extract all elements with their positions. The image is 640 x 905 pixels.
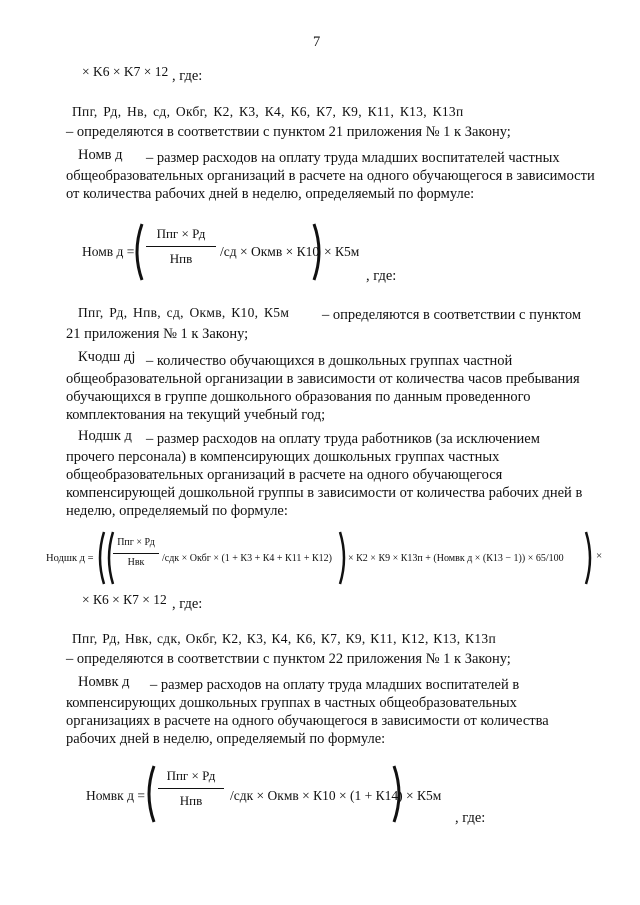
formula-omv-denominator: Нпв <box>169 251 193 266</box>
symbol-list-3: Ппг, Рд, Нвк, сдк, Окбг, К2, К3, К4, К6, К7, К9, К11, К12, К13, К13п <box>72 631 496 646</box>
para-omvk-line4: рабочих дней в неделю, определяемый по формуле: <box>66 731 386 747</box>
symbol-list-2-desc-cont: 21 приложения № 1 к Закону; <box>66 326 249 342</box>
formula-omvk-tail: × К5м <box>406 788 442 803</box>
formula-odshk-mid: /сдк × Окбг × (1 + К3 + К4 + К11 + К12) <box>162 553 332 564</box>
formula-omvk-lhs: Номвк д = <box>86 788 145 803</box>
para-kchodsh-line2: общеобразовательной организации в зависимости от количества часов пребывания <box>66 371 580 387</box>
right-paren-icon <box>584 530 594 586</box>
formula-omvk-denominator: Нпв <box>179 793 203 808</box>
formula-odshk-lhs: Нодшк д = <box>46 553 94 564</box>
para-odshk-line2: прочего персонала) в компенсирующих дошкольных группах частных <box>66 449 500 465</box>
fraction-bar <box>146 246 216 247</box>
right-paren-icon <box>392 764 404 824</box>
para-omv-line1: – размер расходов на оплату труда младших воспитателей частных <box>146 150 560 166</box>
formula-odshk-part2: × К2 × К9 × К13п + (Номвк д × (К13 − 1)) × 65/100 <box>348 553 564 564</box>
para-kchodsh-line1: – количество обучающихся в дошкольных группах частной <box>146 353 513 369</box>
para-omv-line2: общеобразовательных организаций в расчете на одного обучающегося в зависимости <box>66 168 595 184</box>
formula-odshk-numerator: Ппг × Рд <box>117 537 155 548</box>
right-paren-icon <box>338 530 348 586</box>
para-odshk-line3: общеобразовательных организаций в расчете на одного обучающегося <box>66 467 503 483</box>
para-kchodsh-line3: обучающихся в группе дошкольного образования по данным проведенного <box>66 389 531 405</box>
formula-omvk-mid: /сдк × Окмв × К10 × (1 + К14) <box>230 788 403 803</box>
symbol-kchodsh: Кчодш дj <box>78 349 136 365</box>
page-number: 7 <box>313 34 321 50</box>
gde-label-1: , где: <box>172 68 203 84</box>
symbol-list-1: Ппг, Рд, Нв, сд, Окбг, К2, К3, К4, К6, К7, К9, К11, К13, К13п <box>72 104 464 119</box>
formula-odshk-denominator: Нвк <box>127 557 145 568</box>
gde-label-3: , где: <box>172 596 203 612</box>
para-odshk-line4: компенсирующей дошкольной группы в зависимости от количества рабочих дней в <box>66 485 583 501</box>
formula-omv-numerator: Ппг × Рд <box>156 226 206 241</box>
formula-odshk-tail: × <box>596 550 603 562</box>
fraction-bar <box>158 788 224 789</box>
formula-omv-tail: × К5м <box>324 244 360 259</box>
symbol-list-1-desc: – определяются в соответствии с пунктом 21 приложения № 1 к Закону; <box>66 124 511 140</box>
right-paren-icon <box>312 222 324 282</box>
symbol-list-3-desc: – определяются в соответствии с пунктом 22 приложения № 1 к Закону; <box>66 651 511 667</box>
para-odshk-line1: – размер расходов на оплату труда работников (за исключением <box>146 431 540 447</box>
symbol-list-2-desc: – определяются в соответствии с пунктом <box>322 307 581 323</box>
gde-label-2: , где: <box>366 268 397 284</box>
para-kchodsh-line4: комплектования на текущий учебный год; <box>66 407 326 423</box>
para-odshk-line5: неделю, определяемый по формуле: <box>66 503 288 519</box>
formula-omv-mid: /сд × Окмв × К10 <box>220 244 320 259</box>
para-omvk-line2: компенсирующих дошкольных группах в частных общеобразовательных <box>66 695 517 711</box>
symbol-nomv: Номв д <box>78 147 123 163</box>
para-omvk-line1: – размер расходов на оплату труда младших воспитателей в <box>150 677 520 693</box>
symbol-nodshk: Нодшк д <box>78 428 132 444</box>
formula-tail-top: × K6 × K7 × 12 <box>82 64 169 79</box>
gde-label-4: , где: <box>455 810 486 826</box>
formula-odshk-line2: × К6 × К7 × 12 <box>82 592 167 607</box>
fraction-bar <box>113 553 159 554</box>
para-omv-line3: от количества рабочих дней в неделю, определяемый по формуле: <box>66 186 475 202</box>
para-omvk-line3: организациях в расчете на одного обучающегося в зависимости от количества <box>66 713 549 729</box>
formula-omv-lhs: Номв д = <box>82 244 135 259</box>
symbol-list-2: Ппг, Рд, Нпв, сд, Окмв, К10, К5м <box>78 305 290 320</box>
formula-omvk-numerator: Ппг × Рд <box>166 768 216 783</box>
symbol-nomvk: Номвк д <box>78 674 130 690</box>
